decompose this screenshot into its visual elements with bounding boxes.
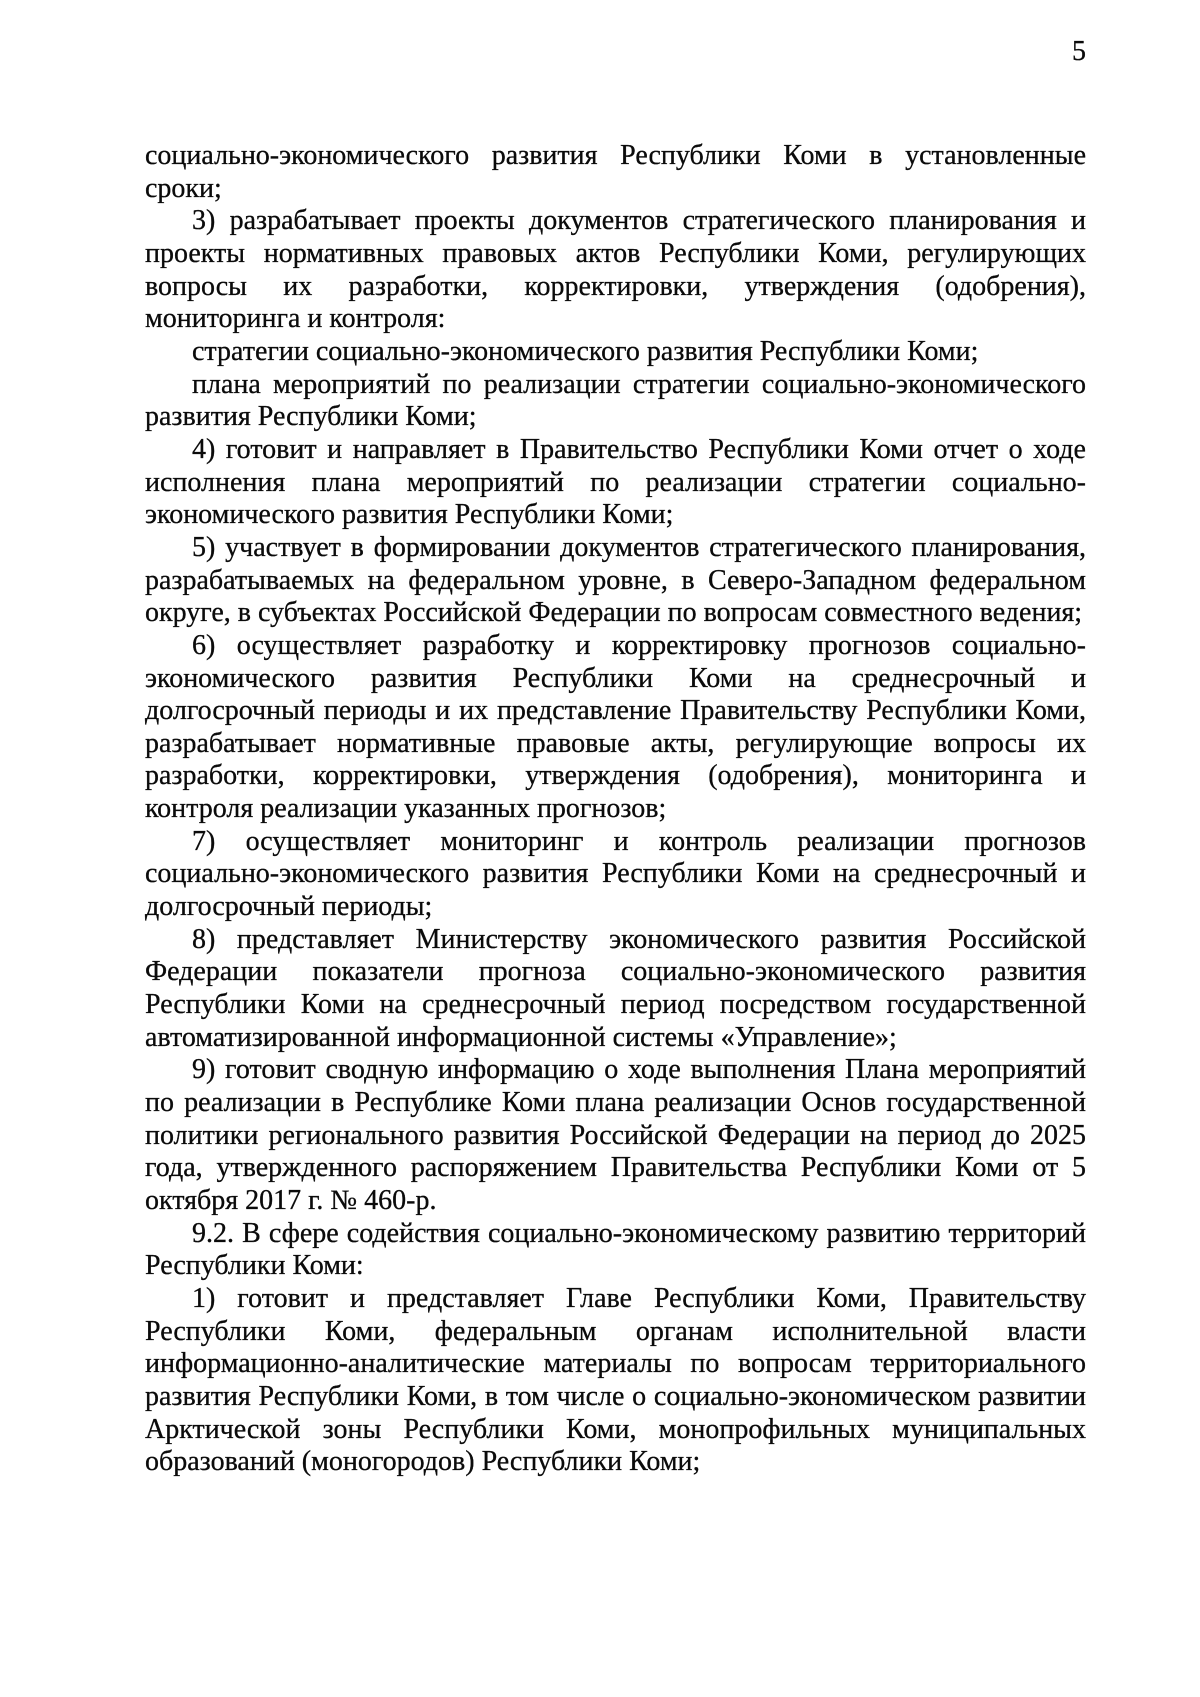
paragraph-item-4: 4) готовит и направляет в Правительство Республики Коми отчет о ходе исполнения плана мероприятий по реализации стратегии социально-экономического развития Республики Коми; (145, 433, 1086, 531)
paragraph-item-7: 7) осуществляет мониторинг и контроль реализации прогнозов социально-экономического развития Республики Коми на среднесрочный и долгосрочный периоды; (145, 825, 1086, 923)
paragraph-item-3: 3) разрабатывает проекты документов стратегического планирования и проекты нормативных правовых актов Республики Коми, регулирующих вопросы их разработки, корректировки, утверждения (одобрения), мониторинга и контроля: (145, 205, 1086, 335)
paragraph-subitem-plan: плана мероприятий по реализации стратегии социально-экономического развития Республики Коми; (145, 368, 1086, 433)
paragraph-item-9: 9) готовит сводную информацию о ходе выполнения Плана мероприятий по реализации в Республике Коми плана реализации Основ государственной политики регионального развития Российской Федерации на период до 2025 года, утвержденного распоряжением Правительства Республики Коми от 5 октября 2017 г. № 460-р. (145, 1054, 1086, 1216)
paragraph-item-8: 8) представляет Министерству экономического развития Российской Федерации показатели прогноза социально-экономического развития Республики Коми на среднесрочный период посредством государственной автоматизированной информационной системы «Управление»; (145, 923, 1086, 1053)
paragraph-item-6: 6) осуществляет разработку и корректировку прогнозов социально-экономического развития Республики Коми на среднесрочный и долгосрочный периоды и их представление Правительству Республики Коми, разрабатывает нормативные правовые акты, регулирующие вопросы их разработки, корректировки, утверждения (одобрения), мониторинга и контроля реализации указанных прогнозов; (145, 629, 1086, 825)
paragraph-section-9-2: 9.2. В сфере содействия социально-экономическому развитию территорий Республики Коми: (145, 1217, 1086, 1282)
page-number: 5 (1072, 36, 1086, 67)
paragraph-item-1: 1) готовит и представляет Главе Республики Коми, Правительству Республики Коми, федеральным органам исполнительной власти информационно-аналитические материалы по вопросам территориального развития Республики Коми, в том числе о социально-экономическом развитии Арктической зоны Республики Коми, монопрофильных муниципальных образований (моногородов) Республики Коми; (145, 1282, 1086, 1478)
paragraph-item-5: 5) участвует в формировании документов стратегического планирования, разрабатываемых на федеральном уровне, в Северо-Западном федеральном округе, в субъектах Российской Федерации по вопросам совместного ведения; (145, 531, 1086, 629)
paragraph-subitem-strategy: стратегии социально-экономического развития Республики Коми; (192, 335, 979, 367)
paragraph-continuation: социально-экономического развития Республики Коми в установленные сроки; (145, 140, 1086, 204)
document-body (145, 140, 1086, 1479)
